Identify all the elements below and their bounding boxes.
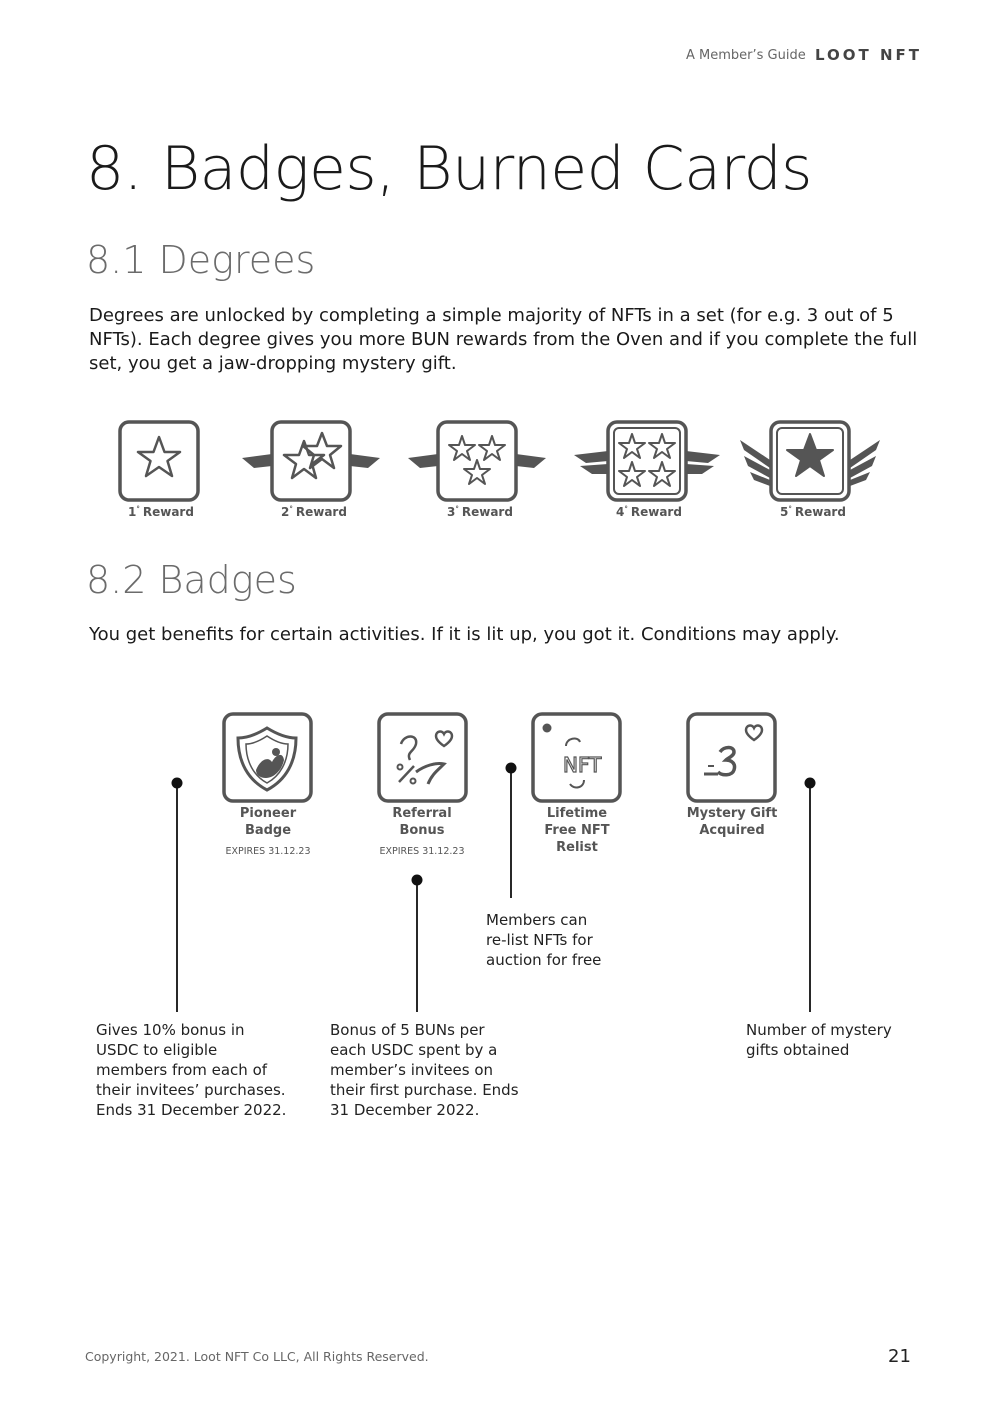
star-icon	[464, 460, 490, 484]
badges-heading: 8.2 Badges	[86, 558, 297, 602]
star-icon	[138, 437, 180, 476]
wing-right-icon	[686, 451, 720, 463]
referral-badge-icon	[379, 714, 466, 801]
nft-relist-badge-icon	[533, 714, 620, 801]
pioneer-note: Gives 10% bonus in USDC to eligible members from each of their invitees’ purchases. Ends 31 December 2022.	[96, 1021, 287, 1119]
page-title: 8. Badges, Burned Cards	[86, 134, 812, 204]
degree-3-badge	[408, 422, 546, 519]
degree-1-label: 1° Reward	[128, 505, 194, 519]
referral-bonus-name: Referral Bonus	[392, 806, 452, 838]
degrees-heading: 8.1 Degrees	[86, 238, 316, 282]
gift-note: Number of mystery gifts obtained	[746, 1021, 892, 1059]
wing-right-icon	[350, 454, 380, 468]
guide-label: A Member’s Guide	[686, 48, 806, 63]
degree-1-badge	[120, 422, 198, 519]
mystery-gift-name: Mystery Gift Acquired	[686, 806, 778, 838]
wing-left-icon	[242, 454, 272, 468]
degree-2-label: 2° Reward	[281, 505, 347, 519]
degree-3-label: 3° Reward	[447, 505, 513, 519]
star-icon	[619, 462, 645, 486]
star-icon	[303, 433, 341, 468]
degree-5-label: 5° Reward	[780, 505, 846, 519]
brand-logo: LOOT NFT	[815, 46, 923, 64]
star-icon	[649, 434, 675, 458]
star-icon	[787, 434, 833, 476]
referral-bonus-expiry: EXPIRES 31.12.23	[379, 846, 465, 857]
pioneer-badge-expiry: EXPIRES 31.12.23	[225, 846, 311, 857]
wing-left-icon	[408, 454, 438, 468]
degree-2-badge	[242, 422, 380, 519]
copyright-text: Copyright, 2021. Loot NFT Co LLC, All Rights Reserved.	[85, 1349, 429, 1364]
nft-relist-name: Lifetime Free NFT Relist	[544, 806, 610, 855]
connector-relist	[506, 763, 517, 899]
svg-text:NFT: NFT	[563, 753, 602, 777]
degree-rewards-graphic	[0, 0, 1000, 560]
shield-icon	[238, 728, 296, 790]
badges-paragraph: You get benefits for certain activities. If it is lit up, you got it. Conditions may apply.	[89, 624, 840, 645]
pioneer-badge-name: Pioneer Badge	[239, 806, 297, 838]
page-number: 21	[888, 1346, 911, 1367]
degrees-paragraph: Degrees are unlocked by completing a simple majority of NFTs in a set (for e.g. 3 out of 5 NFTs). Each degree gives you more BUN rewards from the Oven and if you complete the full set, you get a jaw-dropping mystery gift.	[89, 305, 918, 374]
wing-right-icon	[516, 454, 546, 468]
connector-referral	[412, 875, 423, 1013]
referral-note: Bonus of 5 BUNs per each USDC spent by a member’s invitees on their first purchase. Ends 31 December 2022.	[330, 1021, 519, 1119]
star-icon	[449, 436, 475, 460]
gift-badge-icon	[688, 714, 775, 801]
degree-4-label: 4° Reward	[616, 505, 682, 519]
star-icon	[619, 434, 645, 458]
pioneer-badge-icon	[224, 714, 311, 801]
degree-5-badge	[740, 422, 880, 519]
connector-gift	[805, 778, 816, 1013]
connector-pioneer	[172, 778, 183, 1013]
relist-note: Members can re-list NFTs for auction for free	[486, 911, 602, 969]
wing-left-icon	[574, 451, 608, 463]
star-icon	[649, 462, 675, 486]
star-icon	[479, 436, 505, 460]
degree-4-badge	[574, 422, 720, 519]
